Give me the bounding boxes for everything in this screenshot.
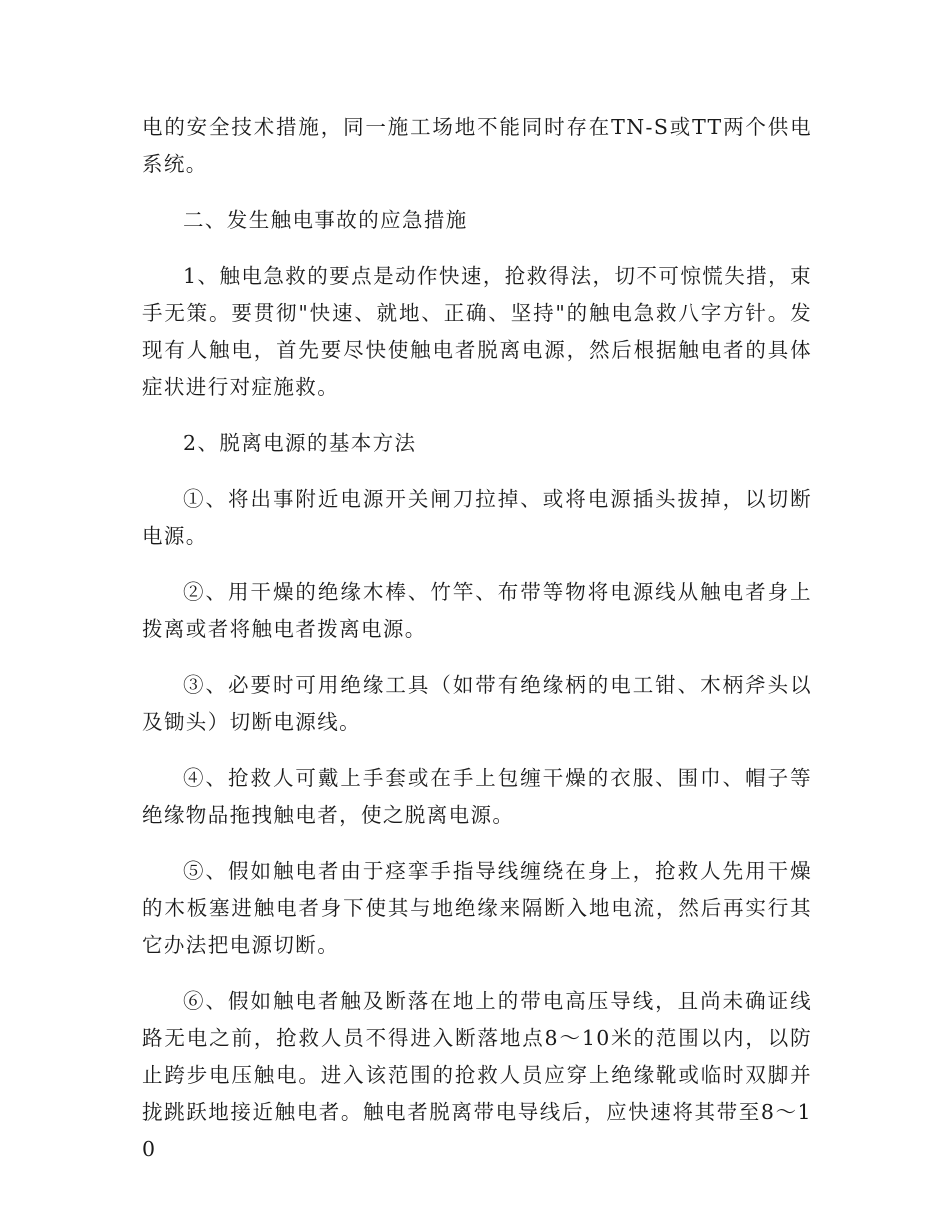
list-item-3: ③、必要时可用绝缘工具（如带有绝缘柄的电工钳、木柄斧头以及锄头）切断电源线。: [142, 673, 812, 734]
list-item-5: ⑤、假如触电者由于痉挛手指导线缠绕在身上，抢救人先用干燥的木板塞进触电者身下使其与地绝缘来隔断入地电流，然后再实行其它办法把电源切断。: [142, 859, 812, 957]
document-page: [142, 109, 812, 1168]
section-heading: 二、发生触电事故的应急措施: [183, 208, 468, 232]
list-item-4: ④、抢救人可戴上手套或在手上包缠干燥的衣服、围巾、帽子等绝缘物品拖拽触电者，使之脱离电源。: [142, 766, 812, 827]
list-item-1: ①、将出事附近电源开关闸刀拉掉、或将电源插头拔掉，以切断电源。: [142, 487, 812, 548]
subsection-heading: 2、脱离电源的基本方法: [183, 431, 417, 455]
paragraph-first-aid-principle: 1、触电急救的要点是动作快速，抢救得法，切不可惊慌失措，束手无策。要贯彻"快速、就地、正确、坚持"的触电急救八字方针。发现有人触电，首先要尽快使触电者脱离电源，然后根据触电者的具体症状进行对症施救。: [142, 264, 812, 399]
list-item-6: ⑥、假如触电者触及断落在地上的带电高压导线，且尚未确证线路无电之前，抢救人员不得进入断落地点8～10米的范围以内，以防止跨步电压触电。进入该范围的抢救人员应穿上绝缘靴或临时双脚并拢跳跃地接近触电者。触电者脱离带电导线后，应快速将其带至8～10: [142, 989, 812, 1161]
paragraph-continued: 电的安全技术措施，同一施工场地不能同时存在TN-S或TT两个供电系统。: [142, 115, 812, 176]
list-item-2: ②、用干燥的绝缘木棒、竹竿、布带等物将电源线从触电者身上拨离或者将触电者拨离电源。: [142, 580, 812, 641]
